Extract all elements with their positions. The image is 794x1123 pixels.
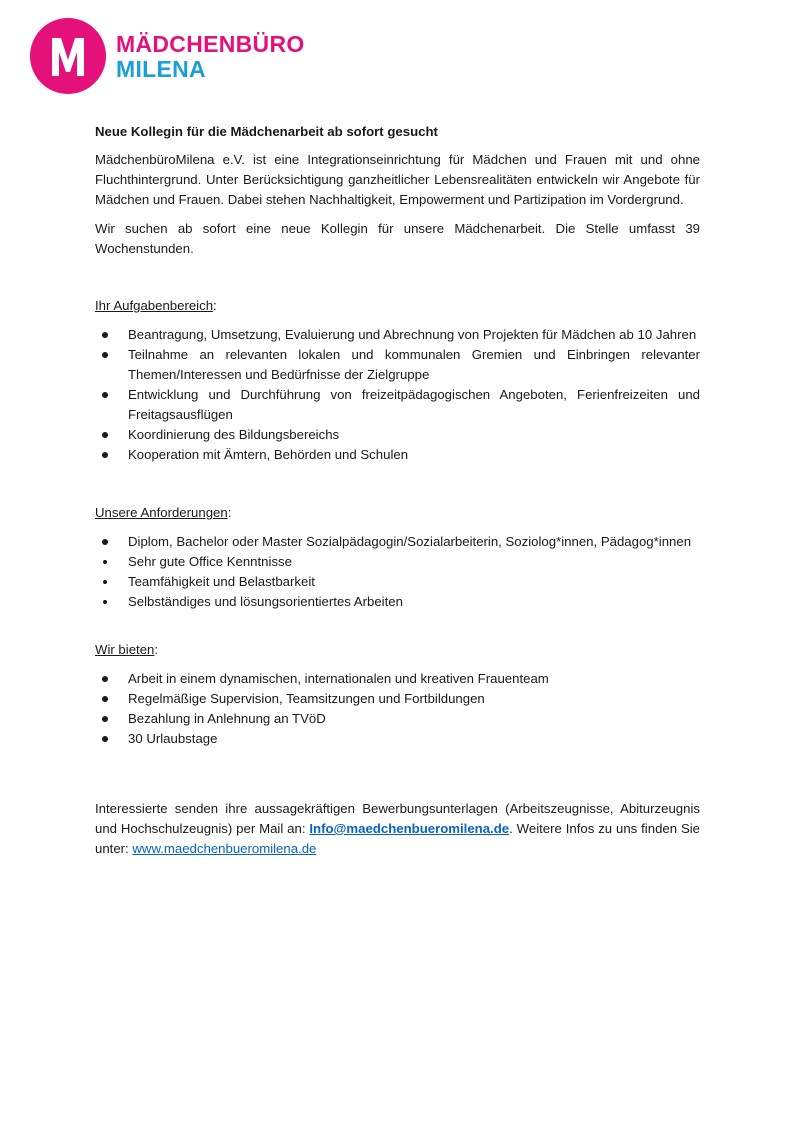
closing-paragraph bbox=[95, 799, 700, 859]
list-item bbox=[95, 385, 700, 425]
closing-text-2: . Weitere Infos zu uns finden Sie unter: bbox=[95, 821, 701, 856]
list-item-text: Teilnahme an relevanten lokalen und kommunalen Gremien und Einbringen relevanter Themen/Interessen und Bedürfnisse der Zielgruppe bbox=[128, 347, 700, 382]
list-item-text: Entwicklung und Durchführung von freizeitpädagogischen Angeboten, Ferienfreizeiten und Freitagsausflügen bbox=[128, 387, 700, 422]
section-title-offer bbox=[95, 640, 700, 660]
list-item-text: Teamfähigkeit und Belastbarkeit bbox=[128, 574, 315, 589]
offer-title: Wir bieten bbox=[95, 642, 155, 657]
bullet-icon bbox=[102, 392, 108, 398]
closing-text-1: Interessierte senden ihre aussagekräftigen Bewerbungsunterlagen (Arbeitszeugnisse, Abiturzeugnis und Hochschulzeugnis) per Mail an: bbox=[95, 801, 700, 836]
list-item bbox=[95, 592, 700, 612]
bullet-icon bbox=[102, 676, 108, 682]
list-item bbox=[95, 425, 700, 445]
list-item-text: Beantragung, Umsetzung, Evaluierung und Abrechnung von Projekten für Mädchen ab 10 Jahren bbox=[128, 327, 697, 342]
list-item bbox=[95, 709, 700, 729]
list-item-text: 30 Urlaubstage bbox=[128, 731, 218, 746]
bullet-icon bbox=[102, 696, 108, 702]
bullet-icon bbox=[103, 560, 107, 564]
list-item bbox=[95, 572, 700, 592]
list-item bbox=[95, 669, 700, 689]
requirements-title-colon: : bbox=[227, 505, 232, 520]
tasks-title-colon: : bbox=[213, 298, 217, 313]
logo bbox=[30, 18, 305, 94]
email-link[interactable]: Info@maedchenbueromilena.de bbox=[309, 821, 510, 836]
bullet-icon bbox=[102, 539, 108, 545]
tasks-list bbox=[95, 325, 700, 465]
bullet-icon bbox=[103, 600, 107, 604]
offer-list bbox=[95, 669, 700, 749]
list-item bbox=[95, 729, 700, 749]
bullet-icon bbox=[102, 736, 108, 742]
requirements-list bbox=[95, 532, 700, 552]
bullet-icon bbox=[102, 452, 108, 458]
section-title-requirements bbox=[95, 503, 700, 523]
logo-line1: MÄDCHENBÜRO bbox=[116, 31, 305, 57]
intro-paragraph-2: Wir suchen ab sofort eine neue Kollegin für unsere Mädchenarbeit. Die Stelle umfasst 39 Wochenstunden. bbox=[95, 221, 700, 256]
list-item bbox=[95, 689, 700, 709]
bullet-icon bbox=[102, 332, 108, 338]
list-item-text: Koordinierung des Bildungsbereichs bbox=[128, 427, 340, 442]
bullet-icon bbox=[102, 352, 108, 358]
requirements-list-continued bbox=[95, 552, 700, 612]
logo-m-icon bbox=[30, 18, 106, 94]
document-body bbox=[95, 122, 700, 868]
bullet-icon bbox=[103, 580, 107, 584]
list-item-text: Diplom, Bachelor oder Master Sozialpädagogin/Sozialarbeiterin, Soziolog*innen, Pädagog*innen bbox=[128, 534, 692, 549]
list-item bbox=[95, 552, 700, 572]
list-item-text: Kooperation mit Ämtern, Behörden und Schulen bbox=[128, 447, 409, 462]
list-item-text: Arbeit in einem dynamischen, internationalen und kreativen Frauenteam bbox=[128, 671, 549, 686]
list-item bbox=[95, 445, 700, 465]
logo-line2: MILENA bbox=[116, 56, 206, 82]
list-item-text: Bezahlung in Anlehnung an TVöD bbox=[128, 711, 326, 726]
list-item-text: Selbständiges und lösungsorientiertes Arbeiten bbox=[128, 594, 403, 609]
bullet-icon bbox=[102, 432, 108, 438]
list-item bbox=[95, 345, 700, 385]
offer-title-colon: : bbox=[154, 642, 159, 657]
list-item bbox=[95, 532, 700, 552]
section-title-tasks bbox=[95, 296, 700, 316]
website-link[interactable]: www.maedchenbueromilena.de bbox=[132, 841, 317, 856]
list-item bbox=[95, 325, 700, 345]
requirements-title: Unsere Anforderungen bbox=[95, 505, 228, 520]
page-title: Neue Kollegin für die Mädchenarbeit ab sofort gesucht bbox=[95, 124, 438, 139]
list-item-text: Regelmäßige Supervision, Teamsitzungen und Fortbildungen bbox=[128, 691, 485, 706]
tasks-title: Ihr Aufgabenbereich bbox=[95, 298, 214, 313]
list-item-text: Sehr gute Office Kenntnisse bbox=[128, 554, 292, 569]
intro-paragraph-1: MädchenbüroMilena e.V. ist eine Integrationseinrichtung für Mädchen und Frauen mit und ohne Fluchthintergrund. Unter Berücksichtigung ganzheitlicher Lebensrealitäten entwickeln wir Angebote für Mädchen und Frauen. Dabei stehen Nachhaltigkeit, Empowerment und Partizipation im Vordergrund. bbox=[95, 152, 700, 207]
bullet-icon bbox=[102, 716, 108, 722]
